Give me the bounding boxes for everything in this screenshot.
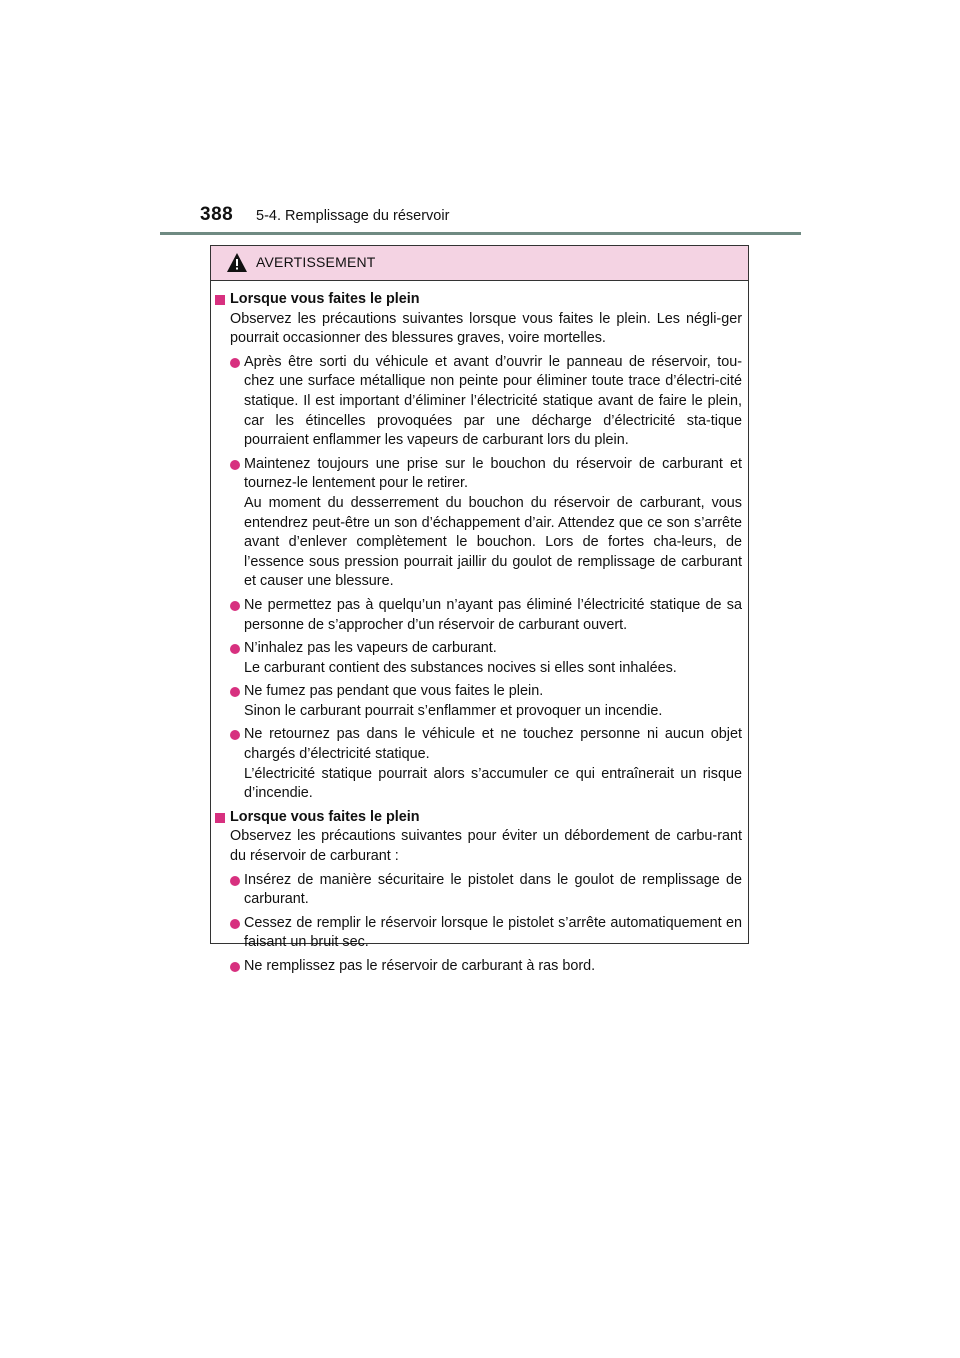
bullet-line: Insérez de manière sécuritaire le pistolet dans le goulot de remplissage de carburant. <box>244 871 742 908</box>
bullet-item <box>215 957 742 977</box>
block-heading-text: Lorsque vous faites le plein <box>230 291 420 307</box>
warning-body <box>211 281 748 977</box>
bullet-item <box>215 353 742 451</box>
bullet-line: Le carburant contient des substances nocives si elles sont inhalées. <box>244 659 677 676</box>
round-bullet-icon <box>230 358 240 368</box>
square-bullet-icon <box>215 295 225 305</box>
round-bullet-icon <box>230 460 240 470</box>
square-bullet-icon <box>215 813 225 823</box>
bullet-text <box>244 957 742 977</box>
page-number: 388 <box>200 204 234 225</box>
block-heading <box>215 290 742 310</box>
section-title: 5-4. Remplissage du réservoir <box>256 208 450 224</box>
bullet-text <box>244 871 742 910</box>
round-bullet-icon <box>230 687 240 697</box>
round-bullet-icon <box>230 601 240 611</box>
warning-title: AVERTISSEMENT <box>256 254 376 270</box>
bullet-line: L’électricité statique pourrait alors s’accumuler ce qui entraînerait un risque d’incendie. <box>244 765 742 802</box>
bullet-item <box>215 871 742 910</box>
round-bullet-icon <box>230 644 240 654</box>
bullet-item <box>215 725 742 803</box>
bullet-line: Sinon le carburant pourrait s’enflammer et provoquer un incendie. <box>244 702 663 719</box>
warning-triangle-icon <box>226 252 248 273</box>
round-bullet-icon <box>230 919 240 929</box>
round-bullet-icon <box>230 876 240 886</box>
bullet-item <box>215 455 742 592</box>
bullet-text <box>244 725 742 803</box>
bullet-line: Au moment du desserrement du bouchon du réservoir de carburant, vous entendrez peut-être un son d’échappement d’air. Attendez que ce son s’arrête avant d’enlever complètement le bouchon. Lors de fortes cha-leurs, de l’essence sous pression pourrait jaillir du goulot de remplissage de carburant et causer une blessure. <box>244 494 742 590</box>
bullet-line: Ne retournez pas dans le véhicule et ne touchez personne ni aucun objet chargés d’électricité statique. <box>244 726 742 763</box>
bullet-line: Cessez de remplir le réservoir lorsque le pistolet s’arrête automatiquement en faisant un bruit sec. <box>244 914 742 951</box>
bullet-line: Ne remplissez pas le réservoir de carburant à ras bord. <box>244 958 596 974</box>
header-divider <box>160 232 801 235</box>
round-bullet-icon <box>230 962 240 972</box>
bullet-line: Maintenez toujours une prise sur le bouchon du réservoir de carburant et tournez-le lentement pour le retirer. <box>244 455 742 492</box>
bullet-item <box>215 639 742 678</box>
bullet-item <box>215 914 742 953</box>
bullet-line: Ne fumez pas pendant que vous faites le plein. <box>244 683 544 700</box>
bullet-line: Ne permettez pas à quelqu’un n’ayant pas éliminé l’électricité statique de sa personne de s’approcher d’un réservoir de carburant ouvert. <box>244 596 742 633</box>
bullet-text <box>244 682 742 721</box>
bullet-item <box>215 682 742 721</box>
bullet-line: Après être sorti du véhicule et avant d’ouvrir le panneau de réservoir, tou-chez une surface métallique non peinte pour éliminer toute trace d’électri-cité statique. Il est important d’éliminer l’électricité statique avant de faire le plein, car les étincelles provoquées par une décharge d’électricité sta-tique pourraient enflammer les vapeurs de carburant lors du plein. <box>244 353 742 449</box>
warning-header <box>211 246 748 281</box>
bullet-text <box>244 353 742 451</box>
bullet-text <box>244 639 742 678</box>
bullet-text <box>244 596 742 635</box>
bullet-text <box>244 455 742 592</box>
block-intro: Observez les précautions suivantes pour éviter un débordement de carbu-rant du réservoir de carburant : <box>230 828 742 865</box>
block-intro: Observez les précautions suivantes lorsque vous faites le plein. Les négli-ger pourrait occasionner des blessures graves, voire mortelles. <box>230 310 742 347</box>
bullet-text <box>244 914 742 953</box>
bullet-line: N’inhalez pas les vapeurs de carburant. <box>244 640 497 657</box>
warning-box <box>210 245 749 974</box>
round-bullet-icon <box>230 730 240 740</box>
bullet-item <box>215 596 742 635</box>
block-heading-text: Lorsque vous faites le plein <box>230 808 420 825</box>
block-heading <box>215 808 742 828</box>
